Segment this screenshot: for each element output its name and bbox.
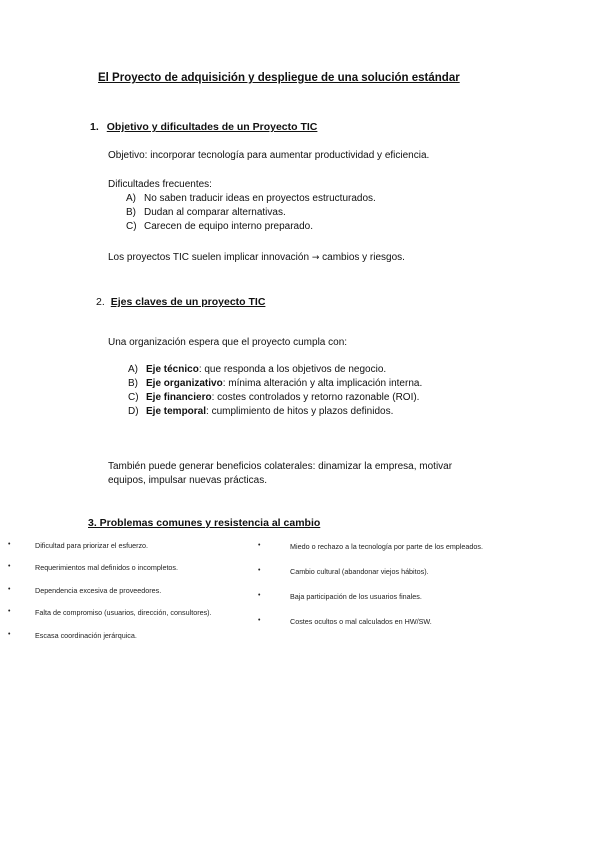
closing-text-before: Los proyectos TIC suelen implicar innovación: [108, 252, 310, 263]
difficulty-text: No saben traducir ideas en proyectos estructurados.: [144, 193, 376, 204]
closing-text-after: cambios y riesgos.: [322, 252, 405, 263]
axis-item: [128, 392, 419, 403]
problem-text: Costes ocultos o mal calculados en HW/SW.: [290, 617, 432, 626]
difficulty-text: Dudan al comparar alternativas.: [144, 207, 286, 218]
problem-item-left: [8, 563, 261, 574]
problem-item-left: [8, 586, 258, 596]
axis-item: [128, 364, 386, 375]
bullet-icon: •: [258, 592, 261, 599]
bullet-icon: •: [8, 563, 11, 570]
difficulty-item: [126, 221, 313, 232]
section1-number: 1.: [90, 121, 99, 133]
axis-text: : costes controlados y retorno razonable (ROI).: [211, 392, 420, 403]
section1-difficulties-label: Dificultades frecuentes:: [108, 179, 212, 190]
problem-item-left: [8, 608, 258, 618]
problem-text: Dependencia excesiva de proveedores.: [35, 586, 162, 595]
axis-item: [128, 406, 393, 417]
problem-text: Miedo o rechazo a la tecnología por parte de los empleados.: [290, 542, 483, 551]
problem-item-right: [258, 592, 558, 602]
axis-label: D): [128, 406, 139, 417]
axis-name: Eje organizativo: [146, 378, 223, 389]
problem-text: Requerimientos mal definidos o incompletos.: [35, 563, 179, 572]
problem-text: Falta de compromiso (usuarios, dirección, consultores).: [35, 608, 212, 617]
bullet-icon: •: [8, 586, 11, 593]
problem-item-right: [258, 542, 558, 552]
bullet-icon: •: [8, 608, 11, 615]
problem-item-left: [8, 541, 261, 551]
problem-item-right: [258, 617, 558, 627]
section1-title: Objetivo y dificultades de un Proyecto TIC: [106, 121, 318, 133]
problem-text: Baja participación de los usuarios finales.: [290, 592, 422, 601]
difficulty-label: B): [126, 207, 136, 218]
bullet-icon: •: [258, 617, 261, 624]
axis-name: Eje temporal: [146, 406, 207, 417]
axis-text: : cumplimiento de hitos y plazos definidos.: [206, 406, 394, 417]
problem-text: Escasa coordinación jerárquica.: [35, 631, 137, 640]
bullet-icon: •: [258, 542, 261, 549]
axis-label: B): [128, 378, 138, 389]
problem-item-left: [8, 631, 258, 641]
axis-name: Eje técnico: [146, 364, 199, 375]
section2-intro: Una organización espera que el proyecto cumpla con:: [108, 337, 348, 348]
section2-title: Ejes claves de un proyecto TIC: [110, 296, 266, 308]
axis-text: : mínima alteración y alta implicación interna.: [222, 378, 423, 389]
problem-text: Cambio cultural (abandonar viejos hábitos).: [290, 567, 429, 576]
section3-title: 3. Problemas comunes y resistencia al cambio: [88, 517, 321, 529]
axis-text: : que responda a los objetivos de negocio.: [198, 364, 387, 375]
section2-benefits-line2: equipos, impulsar nuevas prácticas.: [108, 475, 267, 486]
document-title: El Proyecto de adquisición y despliegue de una solución estándar: [98, 72, 460, 84]
axis-label: C): [128, 392, 139, 403]
problem-text: Dificultad para priorizar el esfuerzo.: [35, 541, 149, 550]
section2-benefits-line1: También puede generar beneficios colaterales: dinamizar la empresa, motivar: [108, 461, 453, 472]
problem-item-right: [258, 567, 558, 577]
bullet-icon: •: [258, 567, 261, 574]
axis-label: A): [128, 364, 138, 375]
section2-number: 2.: [96, 296, 105, 308]
difficulty-item: [126, 207, 286, 218]
section1-objective: Objetivo: incorporar tecnología para aumentar productividad y eficiencia.: [108, 150, 430, 161]
axis-item: [128, 378, 422, 389]
axis-name: Eje financiero: [146, 392, 212, 403]
difficulty-label: C): [126, 221, 137, 232]
bullet-icon: •: [8, 541, 11, 548]
difficulty-item: [126, 193, 376, 204]
difficulty-label: A): [126, 193, 136, 204]
section1-closing: [108, 252, 405, 263]
section1-heading: [90, 121, 317, 133]
difficulty-text: Carecen de equipo interno preparado.: [144, 221, 314, 232]
section3-heading: [88, 517, 320, 529]
section2-heading: [96, 296, 265, 308]
right-arrow-icon: →: [311, 253, 320, 263]
bullet-icon: •: [8, 631, 11, 638]
